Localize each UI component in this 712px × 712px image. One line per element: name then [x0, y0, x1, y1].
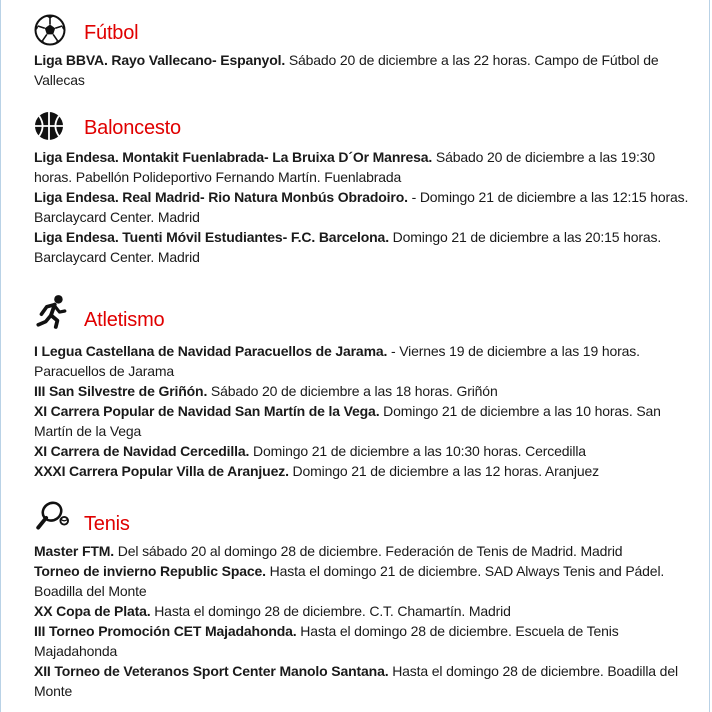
event-item	[34, 50, 695, 90]
event-name: Liga Endesa. Tuenti Móvil Estudiantes- F.C. Barcelona.	[34, 229, 389, 245]
event-name: Torneo de invierno Republic Space.	[34, 563, 266, 579]
event-name: XI Carrera de Navidad Cercedilla.	[34, 443, 250, 459]
event-details: Hasta el domingo 28 de diciembre. Escuela de Tenis Majadahonda	[34, 623, 619, 659]
event-item	[34, 401, 695, 441]
section-header	[34, 500, 695, 536]
event-item	[34, 561, 695, 601]
event-name: III San Silvestre de Griñón.	[34, 383, 208, 399]
section-futbol	[34, 14, 695, 90]
event-name: XXXI Carrera Popular Villa de Aranjuez.	[34, 463, 289, 479]
event-details: Sábado 20 de diciembre a las 18 horas. Griñón	[207, 383, 498, 399]
event-details: - Domingo 21 de diciembre a las 12:15 horas. Barclaycard Center. Madrid	[34, 189, 689, 225]
section-header	[34, 292, 695, 333]
event-item	[34, 227, 695, 267]
section-title: Tenis	[84, 513, 130, 535]
event-item	[34, 601, 695, 621]
event-item	[34, 441, 695, 461]
event-name: Liga Endesa. Montakit Fuenlabrada- La Bruixa D´Or Manresa.	[34, 149, 433, 165]
runner-icon	[34, 292, 68, 330]
event-details: Hasta el domingo 21 de diciembre. SAD Always Tenis and Pádel. Boadilla del Monte	[34, 563, 665, 599]
soccer-ball-icon	[34, 14, 66, 46]
event-item	[34, 341, 695, 381]
event-name: I Legua Castellana de Navidad Paracuellos de Jarama.	[34, 343, 388, 359]
event-item	[34, 661, 695, 701]
event-name: XII Torneo de Veteranos Sport Center Manolo Santana.	[34, 663, 389, 679]
section-title: Fútbol	[84, 22, 139, 44]
event-list	[34, 50, 695, 90]
event-details: Hasta el domingo 28 de diciembre. Boadilla del Monte	[34, 663, 678, 699]
event-item	[34, 187, 695, 227]
section-header	[34, 14, 695, 50]
section-title: Atletismo	[84, 309, 165, 331]
section-baloncesto	[34, 111, 695, 267]
event-item	[34, 621, 695, 661]
event-details: Hasta el domingo 28 de diciembre. C.T. Chamartín. Madrid	[150, 603, 511, 619]
event-details: Domingo 21 de diciembre a las 20:15 horas. Barclaycard Center. Madrid	[34, 229, 662, 265]
event-details: Domingo 21 de diciembre a las 12 horas. Aranjuez	[288, 463, 599, 479]
section-header	[34, 111, 695, 147]
event-name: Liga BBVA. Rayo Vallecano- Espanyol.	[34, 52, 286, 68]
section-title: Baloncesto	[84, 117, 181, 139]
event-item	[34, 381, 695, 401]
event-details: Domingo 21 de diciembre a las 10 horas. San Martín de la Vega	[34, 403, 661, 439]
event-details: Domingo 21 de diciembre a las 10:30 horas. Cercedilla	[249, 443, 586, 459]
tennis-racket-icon	[34, 500, 70, 534]
section-tenis	[34, 500, 695, 701]
section-atletismo	[34, 292, 695, 481]
event-item	[34, 461, 695, 481]
event-details: Sábado 20 de diciembre a las 22 horas. Campo de Fútbol de Vallecas	[34, 52, 659, 88]
event-name: Liga Endesa. Real Madrid- Rio Natura Monbús Obradoiro.	[34, 189, 408, 205]
event-list	[34, 147, 695, 267]
event-list	[34, 541, 695, 701]
event-list	[34, 341, 695, 481]
basketball-icon	[34, 111, 66, 143]
event-details: - Viernes 19 de diciembre a las 19 horas. Paracuellos de Jarama	[34, 343, 640, 379]
event-item	[34, 541, 695, 561]
event-item	[34, 147, 695, 187]
event-name: Master FTM.	[34, 543, 115, 559]
event-name: XI Carrera Popular de Navidad San Martín de la Vega.	[34, 403, 380, 419]
event-details: Del sábado 20 al domingo 28 de diciembre. Federación de Tenis de Madrid. Madrid	[114, 543, 623, 559]
event-name: III Torneo Promoción CET Majadahonda.	[34, 623, 297, 639]
event-name: XX Copa de Plata.	[34, 603, 151, 619]
event-details: Sábado 20 de diciembre a las 19:30 horas. Pabellón Polideportivo Fernando Martín. Fuenlabrada	[34, 149, 655, 185]
